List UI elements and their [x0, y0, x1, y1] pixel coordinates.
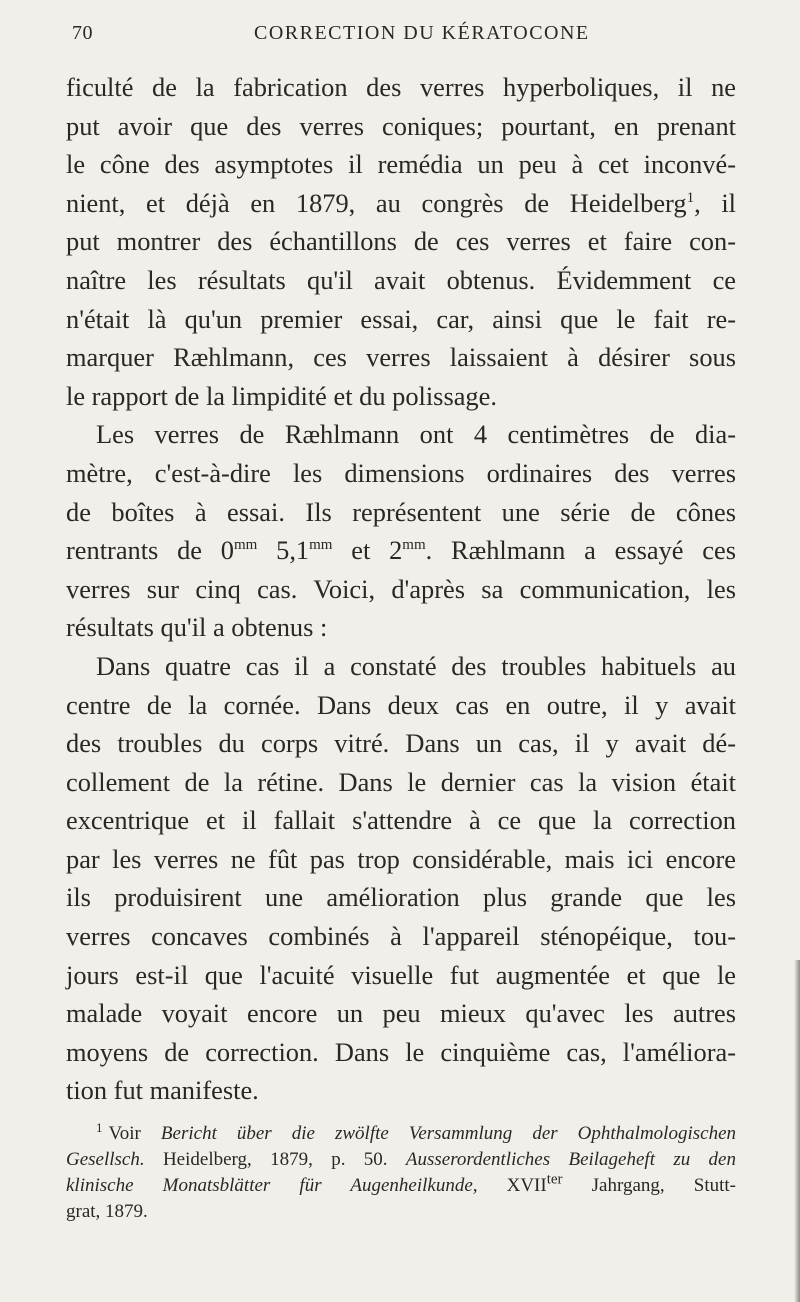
text-line: ils produisirent une amélioration plus grande que les	[66, 882, 736, 913]
text-line: verres sur cinq cas. Voici, d'après sa communication, les	[66, 573, 736, 604]
text-line: des troubles du corps vitré. Dans un cas, il y avait dé-	[66, 728, 736, 759]
running-head	[72, 22, 752, 52]
text-segment: nient, et déjà en 1879, au congrès de Heidelberg	[66, 187, 687, 218]
text-line	[66, 531, 736, 570]
text-segment: Heidelberg, 1879, p. 50.	[144, 1149, 406, 1170]
text-line: tion fut manifeste.	[66, 1075, 259, 1106]
text-segment: 5,1	[257, 535, 310, 566]
text-line: put montrer des échantillons de ces verres et faire con-	[66, 226, 736, 257]
text-line: put avoir que des verres coniques; pourtant, en prenant	[66, 110, 736, 141]
footnote	[66, 1121, 736, 1225]
text-segment: klinische Monatsblätter für Augenheilkunde,	[66, 1175, 478, 1196]
text-line: de boîtes à essai. Ils représentent une série de cônes	[66, 496, 736, 527]
text-line: Dans quatre cas il a constaté des troubles habituels au	[96, 650, 736, 681]
text-line: moyens de correction. Dans le cinquième cas, l'améliora-	[66, 1036, 736, 1067]
unit: mm	[402, 537, 426, 554]
page-number: 70	[72, 22, 93, 44]
text-segment: XVII	[477, 1175, 547, 1196]
text-line: naître les résultats qu'il avait obtenus. Évidemment ce	[66, 264, 736, 295]
text-segment: rentrants de 0	[66, 535, 234, 566]
superscript: ter	[546, 1171, 563, 1188]
text-segment: . Ræhlmann a essayé ces	[425, 535, 736, 566]
text-line: mètre, c'est-à-dire les dimensions ordinaires des verres	[66, 457, 736, 488]
footnote-reference: 1	[686, 189, 695, 206]
unit: mm	[309, 537, 333, 554]
text-line: jours est-il que l'acuité visuelle fut augmentée et que le	[66, 959, 736, 990]
text-line	[66, 184, 736, 223]
running-title: CORRECTION DU KÉRATOCONE	[254, 22, 590, 44]
text-line: n'était là qu'un premier essai, car, ainsi que le fait re-	[66, 303, 736, 334]
text-segment: Bericht über die zwölfte Versammlung der Ophthalmologischen	[160, 1123, 736, 1144]
text-segment: Voir	[108, 1123, 161, 1144]
text-line: malade voyait encore un peu mieux qu'avec les autres	[66, 998, 736, 1029]
text-line: ficulté de la fabrication des verres hyperboliques, il ne	[66, 72, 736, 102]
text-segment: , il	[694, 187, 736, 218]
text-line: centre de la cornée. Dans deux cas en outre, il y avait	[66, 689, 736, 720]
page-edge-shadow	[794, 960, 800, 1302]
text-line: marquer Ræhlmann, ces verres laissaient à désirer sous	[66, 342, 736, 373]
text-line: verres concaves combinés à l'appareil sténopéique, tou-	[66, 921, 736, 952]
text-segment: Gesellsch.	[66, 1149, 145, 1170]
text-segment: Ausserordentliches Beilageheft zu den	[405, 1149, 736, 1170]
text-line: le cône des asymptotes il remédia un peu à cet inconvé-	[66, 149, 736, 180]
text-line: résultats qu'il a obtenus :	[66, 612, 328, 643]
text-line: le rapport de la limpidité et du polissage.	[66, 380, 497, 411]
text-segment: Jahrgang, Stutt-	[562, 1175, 736, 1196]
text-line: excentrique et il fallait s'attendre à ce que la correction	[66, 805, 736, 836]
text-line: par les verres ne fût pas trop considérable, mais ici encore	[66, 843, 736, 874]
body-text	[66, 68, 736, 1110]
footnote-line: grat, 1879.	[66, 1201, 148, 1222]
footnote-line	[66, 1121, 736, 1147]
unit: mm	[234, 537, 258, 554]
footnote-line	[66, 1173, 736, 1199]
footnote-mark: 1	[96, 1119, 103, 1135]
text-segment: et 2	[332, 535, 403, 566]
text-line: collement de la rétine. Dans le dernier cas la vision était	[66, 766, 736, 797]
footnote-line	[66, 1147, 736, 1173]
text-line: Les verres de Ræhlmann ont 4 centimètres de dia-	[96, 419, 736, 450]
